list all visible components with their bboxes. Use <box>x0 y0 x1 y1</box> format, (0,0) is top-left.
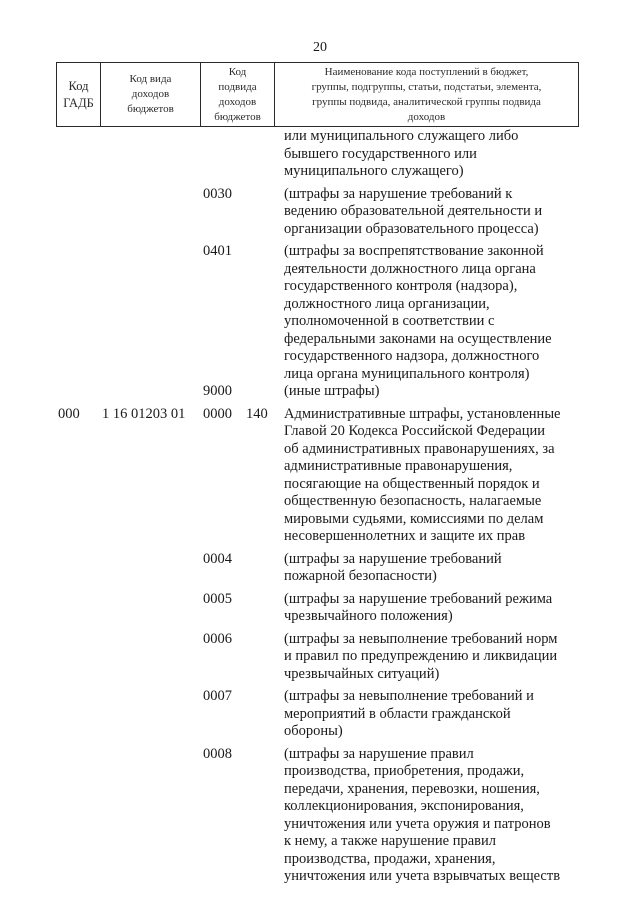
table-body <box>0 128 640 886</box>
table-row <box>0 128 640 181</box>
cell-group: 140 <box>246 405 268 422</box>
cell-name: (штрафы за невыполнение требований норм и правил по предупреждению и ликвидации чрезвычайных ситуаций) <box>284 630 558 682</box>
header-table <box>56 62 579 127</box>
table-row <box>0 551 640 586</box>
header-col-income-subtype: Код подвида доходов бюджетов <box>201 63 275 127</box>
page-number: 20 <box>313 40 327 55</box>
cell-subtype: 0004 <box>203 550 232 567</box>
header-col-name: Наименование кода поступлений в бюджет, группы, подгруппы, статьи, подстатьи, элемента, группы подвида, аналитической группы подвида доходов <box>275 63 579 127</box>
cell-name: Административные штрафы, установленные Главой 20 Кодекса Российской Федерации об административных правонарушениях, за административные правонарушения, посягающие на общественный порядок и общественную безопасность, налагаемые мировыми судьями, комиссиями по делам несовершеннолетних и защите их прав <box>284 405 561 544</box>
cell-name: (штрафы за воспрепятствование законной деятельности должностного лица органа государственного контроля (надзора), должностного лица организации, уполномоченной в соответствии с федеральными законами на осуществление государственного надзора, должностного лица органа муниципального контроля) <box>284 243 552 382</box>
cell-name: (штрафы за нарушение требований к ведению образовательной деятельности и организации образовательного процесса) <box>284 185 543 237</box>
cell-income-type: 1 16 01203 01 <box>102 405 186 422</box>
table-row <box>0 688 640 741</box>
cell-name: (штрафы за нарушение требований режима чрезвычайного положения) <box>284 590 553 624</box>
table-row <box>0 383 640 401</box>
cell-subtype: 0401 <box>203 243 232 259</box>
cell-name: (штрафы за невыполнение требований и мероприятий в области гражданской обороны) <box>284 688 534 739</box>
table-row <box>0 406 640 546</box>
cell-subtype: 9000 <box>203 383 232 399</box>
cell-name: (штрафы за нарушение правил производства, приобретения, продажи, передачи, хранения, перевозки, ношения, коллекционирования, экспонирования, уничтожения или учета оружия и патронов к нему, а также нарушение правил производства, продажи, хранения, уничтожения или учета взрывчатых веществ <box>284 745 561 884</box>
header-col-gadb: Код ГАДБ <box>57 63 101 127</box>
cell-subtype: 0000 <box>203 405 232 422</box>
cell-subtype: 0030 <box>203 185 232 202</box>
cell-subtype: 0005 <box>203 590 232 607</box>
table-row <box>0 186 640 239</box>
cell-subtype: 0007 <box>203 688 232 704</box>
cell-name: (штрафы за нарушение требований пожарной безопасности) <box>284 550 502 584</box>
table-row <box>0 591 640 626</box>
table-row <box>0 746 640 886</box>
cell-subtype: 0006 <box>203 630 232 647</box>
cell-name: или муниципального служащего либо бывшего государственного или муниципального служащего) <box>284 128 519 179</box>
cell-name: (иные штрафы) <box>284 383 380 399</box>
table-row <box>0 631 640 684</box>
cell-subtype: 0008 <box>203 745 232 762</box>
header-col-income-type: Код вида доходов бюджетов <box>101 63 201 127</box>
table-row <box>0 243 640 383</box>
cell-gadb: 000 <box>58 405 80 422</box>
